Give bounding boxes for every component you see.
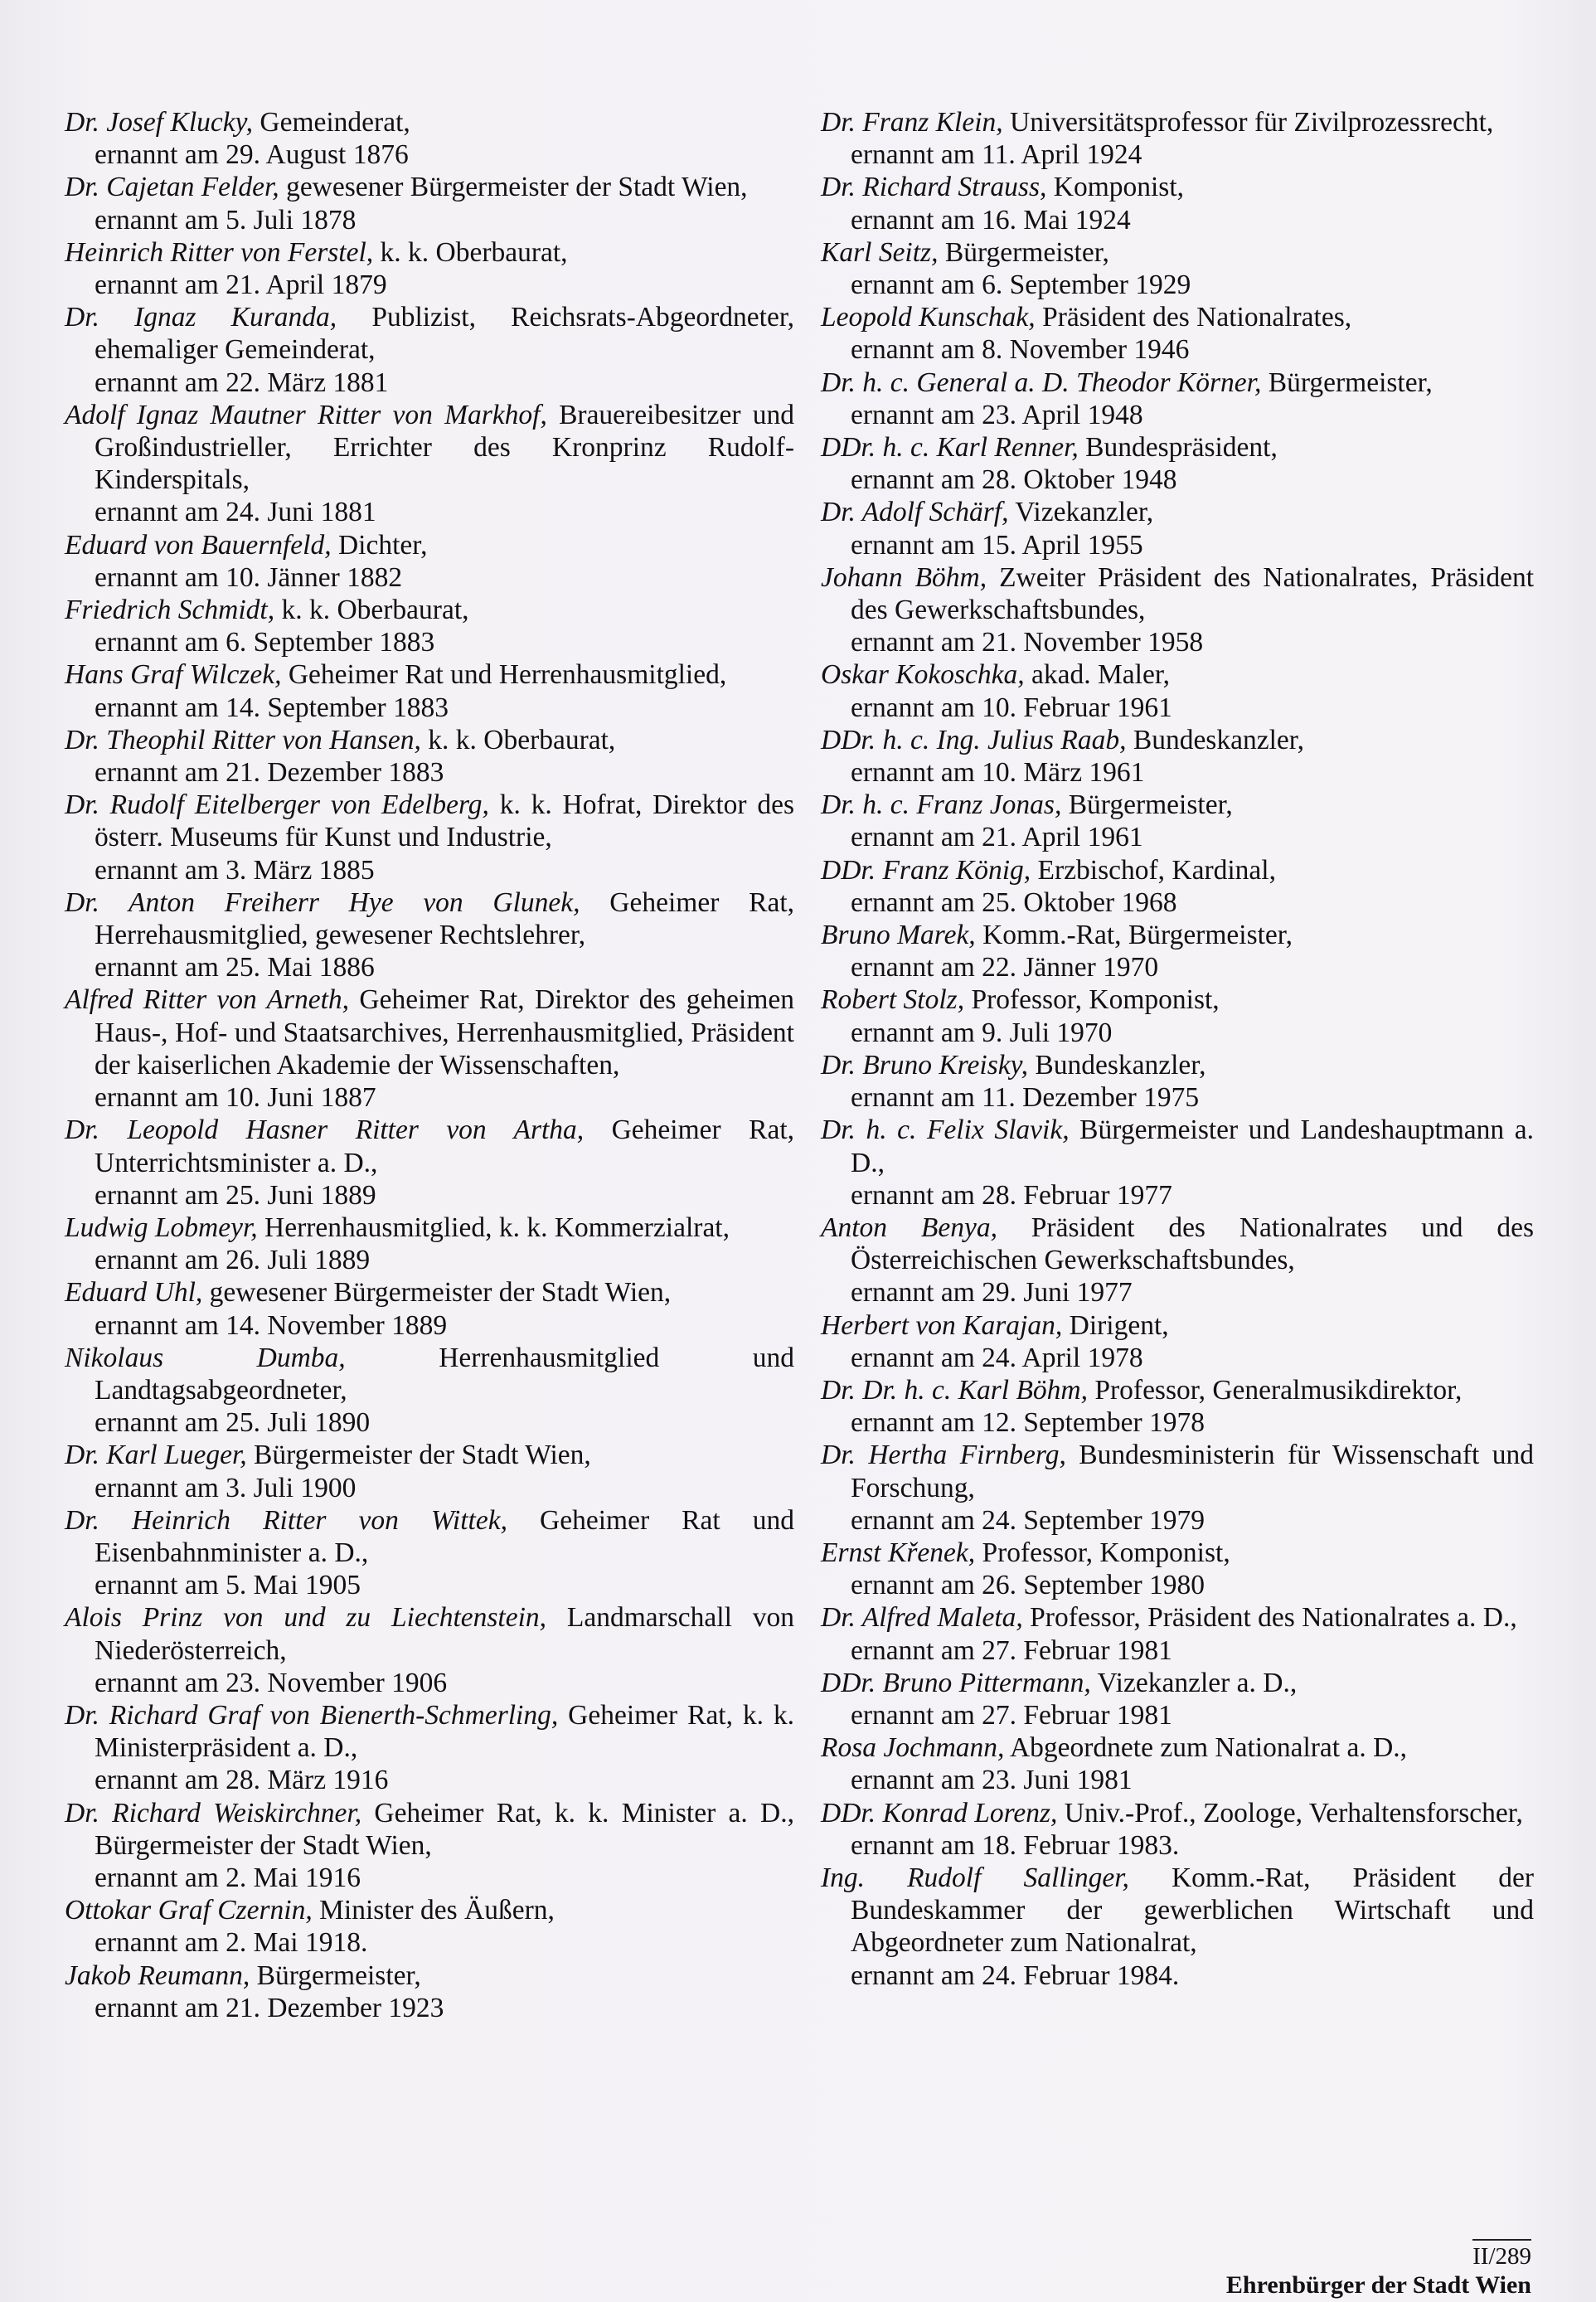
person-title: k. k. Hofrat, Direktor des österr. Museums für Kunst und Industrie, [95, 789, 795, 853]
entry-text [821, 1862, 1534, 1960]
person-name: DDr. Bruno Pittermann, [821, 1667, 1091, 1698]
person-name: Dr. Karl Lueger, [65, 1440, 247, 1471]
entry-text [821, 1731, 1534, 1764]
appointment-date: ernannt am 25. Mai 1886 [95, 952, 375, 983]
appointment-date: ernannt am 14. November 1889 [95, 1309, 448, 1341]
appointment-date: ernannt am 8. November 1946 [851, 334, 1190, 366]
appointment-date: ernannt am 26. September 1980 [851, 1570, 1205, 1601]
honorary-citizen-entry [821, 1309, 1534, 1374]
entry-text [65, 236, 794, 269]
person-title: Bürgermeister, [944, 236, 1109, 268]
person-name: Oskar Kokoschka, [821, 659, 1025, 691]
honorary-citizen-entry [821, 1601, 1534, 1666]
entry-text [65, 1960, 794, 1992]
appointment-date: ernannt am 10. Februar 1961 [851, 692, 1172, 723]
appointment-date: ernannt am 27. Februar 1981 [851, 1699, 1172, 1731]
honorary-citizen-entry [65, 1342, 794, 1440]
right-column [821, 106, 1534, 1992]
person-title: Professor, Komponist, [971, 984, 1220, 1016]
entry-text [65, 529, 794, 561]
honorary-citizen-entry [65, 106, 794, 171]
appointment-date: ernannt am 28. März 1916 [95, 1765, 389, 1796]
appointment-date: ernannt am 6. September 1929 [851, 270, 1191, 301]
person-name: Anton Benya, [821, 1212, 997, 1243]
appointment-date: ernannt am 14. September 1883 [95, 692, 449, 723]
appointment-date: ernannt am 29. Juni 1977 [851, 1277, 1133, 1309]
person-name: Dr. Richard Strauss, [821, 172, 1047, 203]
person-name: Dr. Rudolf Eitelberger von Edelberg, [65, 789, 489, 821]
appointment-date: ernannt am 28. Februar 1977 [851, 1179, 1172, 1211]
person-title: Bundespräsident, [1085, 432, 1278, 464]
appointment-date: ernannt am 21. Dezember 1883 [95, 757, 444, 789]
person-title: Brauereibesitzer und Großindustrieller, Errichter des Kronprinz Rudolf-Kinderspitals, [95, 399, 795, 496]
person-name: Alfred Ritter von Arneth, [65, 984, 350, 1016]
appointment-date: ernannt am 25. Juli 1890 [95, 1407, 371, 1439]
honorary-citizen-entry [821, 1797, 1534, 1862]
honorary-citizen-entry [65, 171, 794, 236]
honorary-citizen-entry [821, 789, 1534, 853]
honorary-citizen-entry [821, 301, 1534, 366]
person-name: Eduard Uhl, [65, 1277, 203, 1309]
person-title: Vizekanzler a. D., [1097, 1667, 1298, 1698]
entry-text [821, 789, 1534, 821]
appointment-date: ernannt am 21. April 1961 [851, 822, 1143, 853]
page-footer [1226, 2239, 1531, 2300]
person-name: DDr. h. c. Karl Renner, [821, 432, 1079, 464]
entry-text [821, 496, 1534, 528]
person-name: Dr. Dr. h. c. Karl Böhm, [821, 1374, 1088, 1406]
person-name: Dr. Heinrich Ritter von Wittek, [65, 1504, 507, 1536]
entry-text [821, 236, 1534, 269]
person-title: Bürgermeister, [1068, 789, 1233, 821]
honorary-citizen-entry [65, 983, 794, 1114]
person-title: Geheimer Rat, k. k. Minister a. D., Bürgermeister der Stadt Wien, [95, 1797, 794, 1861]
entry-text [821, 1212, 1534, 1276]
appointment-date: ernannt am 23. April 1948 [851, 399, 1143, 430]
person-name: Heinrich Ritter von Ferstel, [65, 236, 374, 268]
honorary-citizen-entry [821, 367, 1534, 431]
honorary-citizen-entry [65, 1960, 794, 2024]
person-name: Dr. Leopold Hasner Ritter von Artha, [65, 1115, 585, 1146]
person-title: Landmarschall von Niederösterreich, [95, 1602, 794, 1666]
honorary-citizen-entry [821, 1212, 1534, 1309]
entry-text [821, 1114, 1534, 1178]
person-title: Komm.-Rat, Präsident der Bundeskammer der gewerblichen Wirtschaft und Abgeordneter zum Nationalrat, [851, 1862, 1535, 1959]
entry-text [65, 301, 794, 366]
appointment-date: ernannt am 10. Juni 1887 [95, 1082, 376, 1114]
appointment-date: ernannt am 26. Juli 1889 [95, 1245, 371, 1276]
person-name: Dr. h. c. General a. D. Theodor Körner, [821, 367, 1262, 398]
appointment-date: ernannt am 2. Mai 1918. [95, 1927, 368, 1959]
appointment-date: ernannt am 25. Juni 1889 [95, 1179, 376, 1211]
honorary-citizen-entry [821, 658, 1534, 723]
honorary-citizen-entry [821, 236, 1534, 301]
person-title: Publizist, Reichsrats-Abgeordneter, ehemaliger Gemeinderat, [95, 302, 795, 366]
appointment-date: ernannt am 22. Jänner 1970 [851, 952, 1159, 983]
appointment-date: ernannt am 24. Februar 1984. [851, 1960, 1180, 1991]
appointment-date: ernannt am 24. April 1978 [851, 1342, 1143, 1373]
person-title: Gemeinderat, [260, 107, 410, 138]
person-title: Bürgermeister der Stadt Wien, [254, 1440, 591, 1471]
person-name: Alois Prinz von und zu Liechtenstein, [65, 1602, 547, 1634]
person-name: Leopold Kunschak, [821, 302, 1036, 333]
honorary-citizen-entry [821, 171, 1534, 236]
honorary-citizen-entry [821, 431, 1534, 496]
person-title: Vizekanzler, [1015, 497, 1154, 528]
honorary-citizen-entry [821, 1114, 1534, 1212]
honorary-citizen-entry [65, 594, 794, 658]
entry-text [65, 1797, 794, 1862]
person-name: Dr. h. c. Felix Slavik, [821, 1115, 1070, 1146]
honorary-citizen-entry [65, 1276, 794, 1341]
entry-text [821, 301, 1534, 333]
person-title: Geheimer Rat, Direktor des geheimen Haus-, Hof- und Staatsarchives, Herrenhausmitglied, Präsident der kaiserlichen Akademie der Wissenschaften, [95, 984, 794, 1081]
person-name: Ludwig Lobmeyr, [65, 1212, 258, 1243]
honorary-citizen-entry [65, 1894, 794, 1959]
person-title: Dirigent, [1069, 1309, 1169, 1341]
person-title: k. k. Oberbaurat, [428, 724, 616, 755]
entry-text [65, 1699, 794, 1764]
appointment-date: ernannt am 11. Dezember 1975 [851, 1082, 1200, 1114]
entry-text [821, 171, 1534, 203]
person-name: Bruno Marek, [821, 920, 976, 951]
appointment-date: ernannt am 9. Juli 1970 [851, 1017, 1113, 1048]
person-title: Komm.-Rat, Bürgermeister, [982, 920, 1293, 951]
entry-text [65, 1601, 794, 1666]
honorary-citizen-entry [65, 789, 794, 886]
honorary-citizen-entry [821, 106, 1534, 171]
appointment-date: ernannt am 3. März 1885 [95, 854, 375, 886]
appointment-date: ernannt am 15. April 1955 [851, 529, 1143, 561]
honorary-citizen-entry [821, 1049, 1534, 1114]
honorary-citizen-entry [65, 886, 794, 984]
person-title: Bundesministerin für Wissenschaft und Forschung, [851, 1440, 1534, 1503]
appointment-date: ernannt am 24. Juni 1881 [95, 497, 376, 528]
honorary-citizen-entry [65, 1212, 794, 1276]
honorary-citizen-entry [65, 1114, 794, 1212]
person-name: Dr. Adolf Schärf, [821, 497, 1009, 528]
honorary-citizen-entry [65, 1699, 794, 1797]
person-title: Professor, Generalmusikdirektor, [1094, 1374, 1463, 1406]
person-title: Bürgermeister und Landeshauptmann a. D., [851, 1115, 1534, 1178]
entry-text [65, 1504, 794, 1569]
person-title: Professor, Komponist, [982, 1537, 1230, 1568]
entry-text [65, 1894, 794, 1926]
person-name: Eduard von Bauernfeld, [65, 529, 332, 561]
honorary-citizen-entry [821, 561, 1534, 659]
appointment-date: ernannt am 10. Jänner 1882 [95, 561, 403, 593]
person-title: Geheimer Rat und Herrenhausmitglied, [288, 659, 727, 691]
entry-text [65, 658, 794, 691]
person-title: Komponist, [1053, 172, 1185, 203]
entry-text [65, 983, 794, 1081]
appointment-date: ernannt am 21. Dezember 1923 [95, 1992, 444, 2023]
appointment-date: ernannt am 5. Mai 1905 [95, 1570, 361, 1601]
honorary-citizen-entry [65, 1797, 794, 1895]
appointment-date: ernannt am 5. Juli 1878 [95, 204, 357, 236]
appointment-date: ernannt am 10. März 1961 [851, 757, 1145, 789]
honorary-citizen-entry [65, 236, 794, 301]
person-title: Präsident des Nationalrates und des Österreichischen Gewerkschaftsbundes, [851, 1212, 1534, 1276]
person-name: Dr. Bruno Kreisky, [821, 1049, 1029, 1081]
person-name: Dr. Franz Klein, [821, 107, 1003, 138]
honorary-citizen-entry [821, 919, 1534, 983]
person-title: Abgeordnete zum Nationalrat a. D., [1009, 1732, 1408, 1764]
person-name: Ottokar Graf Czernin, [65, 1895, 313, 1926]
person-name: Dr. Josef Klucky, [65, 107, 254, 138]
entry-text [821, 1309, 1534, 1342]
entry-text [821, 561, 1534, 626]
person-name: Karl Seitz, [821, 236, 939, 268]
appointment-date: ernannt am 29. August 1876 [95, 139, 409, 171]
appointment-date: ernannt am 21. April 1879 [95, 270, 387, 301]
appointment-date: ernannt am 23. Juni 1981 [851, 1765, 1133, 1796]
honorary-citizen-entry [821, 983, 1534, 1048]
honorary-citizen-entry [821, 1731, 1534, 1796]
honorary-citizen-entry [65, 1504, 794, 1602]
person-name: Ing. Rudolf Sallinger, [821, 1862, 1129, 1893]
person-name: Dr. Anton Freiherr Hye von Glunek, [65, 886, 580, 918]
honorary-citizen-entry [65, 724, 794, 789]
entry-text [821, 1537, 1534, 1569]
person-name: Herbert von Karajan, [821, 1309, 1063, 1341]
person-title: Herrenhausmitglied und Landtagsabgeordneter, [95, 1342, 795, 1406]
entry-text [821, 724, 1534, 756]
entry-text [821, 1601, 1534, 1634]
person-name: Johann Böhm, [821, 561, 987, 593]
honorary-citizen-entry [821, 1439, 1534, 1537]
person-name: Dr. Richard Weiskirchner, [65, 1797, 362, 1828]
person-name: DDr. h. c. Ing. Julius Raab, [821, 724, 1127, 755]
entry-text [65, 106, 794, 138]
entry-text [65, 399, 794, 497]
honorary-citizen-entry [821, 854, 1534, 919]
entry-text [65, 1114, 794, 1178]
person-title: Geheimer Rat, k. k. Ministerpräsident a. D., [95, 1699, 795, 1764]
honorary-citizen-entry [821, 1862, 1534, 1992]
person-title: Professor, Präsident des Nationalrates a. D., [1030, 1602, 1517, 1634]
person-name: Jakob Reumann, [65, 1960, 250, 1991]
appointment-date: ernannt am 18. Februar 1983. [851, 1829, 1180, 1861]
person-name: Ernst Křenek, [821, 1537, 976, 1568]
person-name: Friedrich Schmidt, [65, 595, 275, 626]
person-name: DDr. Konrad Lorenz, [821, 1797, 1058, 1828]
person-title: Bundeskanzler, [1035, 1049, 1206, 1081]
person-title: k. k. Oberbaurat, [281, 595, 469, 626]
honorary-citizen-entry [821, 724, 1534, 789]
honorary-citizen-entry [65, 399, 794, 529]
person-name: Nikolaus Dumba, [65, 1342, 346, 1373]
person-title: Herrenhausmitglied, k. k. Kommerzialrat, [264, 1212, 730, 1243]
entry-text [821, 1049, 1534, 1081]
person-title: Geheimer Rat und Eisenbahnminister a. D., [95, 1504, 794, 1568]
appointment-date: ernannt am 16. Mai 1924 [851, 204, 1131, 236]
entry-text [65, 1342, 794, 1406]
person-name: Robert Stolz, [821, 984, 965, 1016]
person-name: Hans Graf Wilczek, [65, 659, 282, 691]
appointment-date: ernannt am 23. November 1906 [95, 1667, 448, 1698]
entry-text [65, 1439, 794, 1471]
person-name: Rosa Jochmann, [821, 1732, 1005, 1764]
person-name: Dr. Richard Graf von Bienerth-Schmerling, [65, 1699, 559, 1731]
person-title: Geheimer Rat, Herrehausmitglied, gewesener Rechtslehrer, [95, 886, 795, 951]
honorary-citizen-entry [821, 1537, 1534, 1601]
person-name: Dr. Cajetan Felder, [65, 172, 279, 203]
entry-text [65, 594, 794, 626]
person-title: Univ.-Prof., Zoologe, Verhaltensforscher, [1064, 1797, 1523, 1828]
person-title: k. k. Oberbaurat, [380, 236, 568, 268]
person-title: Bürgermeister, [1268, 367, 1433, 398]
appointment-date: ernannt am 11. April 1924 [851, 139, 1142, 171]
honorary-citizen-entry [65, 1439, 794, 1503]
entry-text [821, 106, 1534, 138]
honorary-citizen-entry [821, 1374, 1534, 1439]
entry-text [821, 854, 1534, 886]
appointment-date: ernannt am 28. Oktober 1948 [851, 464, 1177, 496]
appointment-date: ernannt am 22. März 1881 [95, 367, 389, 398]
appointment-date: ernannt am 12. September 1978 [851, 1407, 1205, 1439]
entry-text [821, 983, 1534, 1016]
appointment-date: ernannt am 21. November 1958 [851, 627, 1204, 658]
person-title: Zweiter Präsident des Nationalrates, Präsident des Gewerkschaftsbundes, [851, 561, 1535, 626]
person-title: Dichter, [337, 529, 428, 561]
entry-text [65, 724, 794, 756]
person-title: Geheimer Rat, Unterrichtsminister a. D., [95, 1115, 794, 1178]
person-title: Erzbischof, Kardinal, [1037, 854, 1276, 886]
appointment-date: ernannt am 25. Oktober 1968 [851, 886, 1177, 918]
honorary-citizen-entry [65, 1601, 794, 1699]
person-title: Bundeskanzler, [1133, 724, 1304, 755]
entry-text [821, 1667, 1534, 1699]
entry-text [821, 658, 1534, 691]
entry-text [821, 431, 1534, 464]
person-name: Dr. Alfred Maleta, [821, 1602, 1023, 1634]
person-title: Minister des Äußern, [319, 1895, 555, 1926]
person-title: akad. Maler, [1031, 659, 1171, 691]
person-name: Adolf Ignaz Mautner Ritter von Markhof, [65, 399, 547, 430]
entry-text [65, 886, 794, 951]
entry-text [65, 171, 794, 203]
honorary-citizen-entry [821, 496, 1534, 561]
entry-text [65, 1276, 794, 1309]
entry-text [821, 367, 1534, 399]
entry-text [821, 1439, 1534, 1503]
honorary-citizen-entry [821, 1667, 1534, 1731]
person-title: Universitätsprofessor für Zivilprozessrecht, [1010, 107, 1494, 138]
person-title: gewesener Bürgermeister der Stadt Wien, [209, 1277, 672, 1309]
person-name: Dr. h. c. Franz Jonas, [821, 789, 1062, 821]
person-name: DDr. Franz König, [821, 854, 1031, 886]
appointment-date: ernannt am 27. Februar 1981 [851, 1634, 1172, 1666]
honorary-citizen-entry [65, 529, 794, 594]
entry-text [821, 1797, 1534, 1829]
appointment-date: ernannt am 3. Juli 1900 [95, 1472, 357, 1503]
entry-text [65, 1212, 794, 1244]
person-title: Bürgermeister, [256, 1960, 421, 1991]
section-title: Ehrenbürger der Stadt Wien [1225, 2271, 1531, 2299]
entry-text [65, 789, 794, 853]
appointment-date: ernannt am 6. September 1883 [95, 627, 435, 658]
person-name: Dr. Hertha Firnberg, [821, 1440, 1066, 1471]
appointment-date: ernannt am 2. Mai 1916 [95, 1862, 361, 1893]
left-column [65, 106, 794, 2024]
page-number: II/289 [1472, 2239, 1531, 2270]
appointment-date: ernannt am 24. September 1979 [851, 1504, 1205, 1536]
honorary-citizen-entry [65, 658, 794, 723]
person-title: gewesener Bürgermeister der Stadt Wien, [286, 172, 748, 203]
person-name: Dr. Ignaz Kuranda, [65, 302, 337, 333]
person-title: Präsident des Nationalrates, [1042, 302, 1352, 333]
person-name: Dr. Theophil Ritter von Hansen, [65, 724, 421, 755]
honorary-citizen-entry [65, 301, 794, 399]
entry-text [821, 919, 1534, 951]
entry-text [821, 1374, 1534, 1406]
